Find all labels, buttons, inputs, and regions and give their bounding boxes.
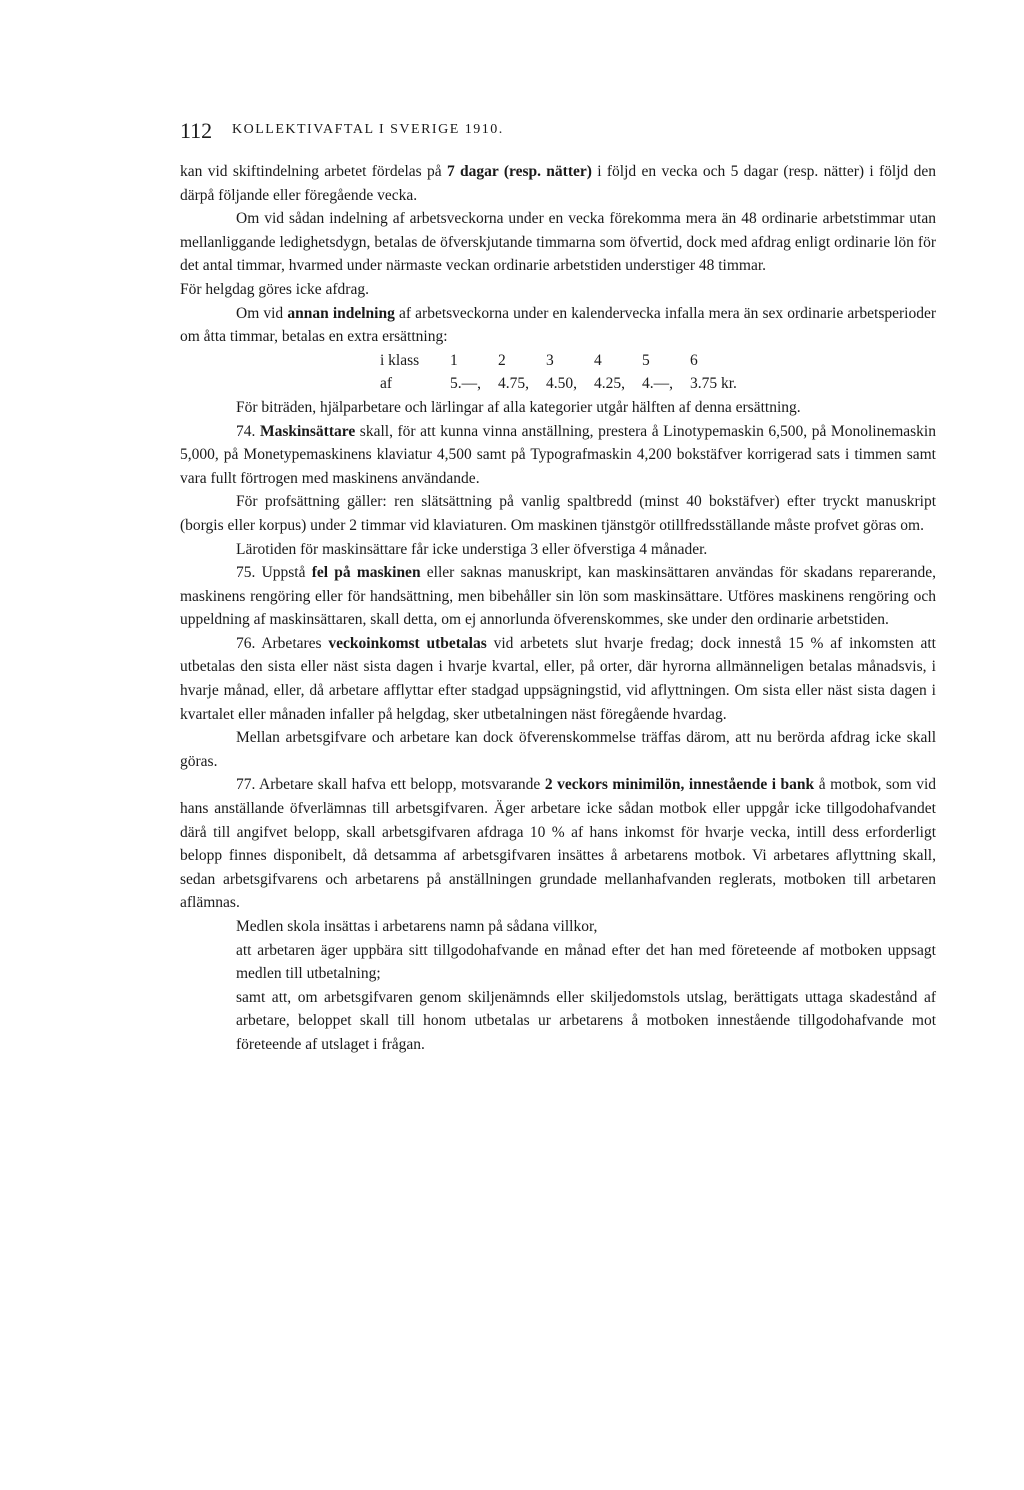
amount: 4.50, (546, 375, 577, 393)
amount-row (180, 372, 936, 396)
text-run: vid arbetets slut hvarje fredag; dock innestå 15 % af inkomsten att utbetalas den sista eller näst sista dagen i hvarje kvartal, eller, på orter, där hyrorna allmänneligen betalas månadsvis, i hvarje månad, eller, då arbetare afflyttar efter stadgad uppsägningstid, vid aflyttningen. Om sista eller näst sista dagen i kvartalet eller månaden infaller på helgdag, sker utbetalningen näst föregående hvardag. (180, 634, 936, 723)
class-number: 5 (642, 351, 650, 369)
amount: 4.—, (642, 375, 673, 393)
text-run: skall, för att kunna vinna anställning, prestera å Linotypemaskin 6,500, på Monolinemaskin 5,000, på Monetypemaskinens klaviatur 4,500 samt på Typografmaskin 4,200 bokstäfver korrigerad sats i timmen samt vara fullt förtrogen med maskinens användande. (180, 422, 936, 487)
paragraph-other-division (180, 302, 936, 349)
paragraph-agreement: Mellan arbetsgifvare och arbetare kan dock öfverenskommelse träffas därom, att nu berörda afdrag icke skall göras. (180, 729, 936, 770)
emphasis: annan indelning (287, 304, 395, 322)
amount: 3.75 kr. (690, 375, 737, 393)
class-number: 6 (690, 351, 698, 369)
text-run: Arbetares (261, 634, 329, 652)
amount: 5.—, (450, 375, 481, 393)
text-run: af arbetsveckorna under en kalendervecka infalla mera än sex ordinarie arbetsperioder om åtta timmar, betalas en extra ersättning: (180, 304, 936, 346)
paragraph-holiday: För helgdag göres icke afdrag. (180, 280, 369, 298)
section-74 (180, 420, 936, 491)
section-number: 75. (236, 564, 256, 582)
emphasis: 2 veckors minimilön, innestående i bank (544, 776, 815, 794)
text-run: i följd en vecka och 5 dagar (resp. nätter) i följd den därpå följande eller föregående vecka. (180, 163, 936, 204)
class-number: 1 (450, 351, 458, 369)
amount-label: af (380, 375, 393, 393)
class-number: 4 (594, 351, 602, 369)
section-number: 77. (236, 776, 256, 794)
amount: 4.75, (498, 375, 529, 393)
emphasis: Maskinsättare (259, 422, 356, 440)
page-body (180, 160, 936, 1057)
class-number: 2 (498, 351, 506, 369)
text-run: kan vid skiftindelning arbetet fördelas på (180, 163, 447, 180)
condition-item: att arbetaren äger uppbära sitt tillgodohafvande en månad efter det han med företeende af motboken uppsagt medlen till utbetalning; (236, 941, 936, 983)
text-run: Arbetare skall hafva ett belopp, motsvarande (259, 776, 545, 794)
emphasis: 7 dagar (resp. nätter) (446, 163, 592, 180)
paragraph-training-period: Lärotiden för maskinsättare får icke understiga 3 eller öfverstiga 4 månader. (236, 540, 708, 558)
paragraph-test-setting: För profsättning gäller: ren slätsättning på vanlig spaltbredd (minst 40 bokstäfver) efter tryckt manuskript (borgis eller korpus) under 2 timmar vid klaviaturen. Om maskinen tjänstgör otillfredsställande måste profvet göras om. (180, 493, 936, 534)
section-number: 76. (236, 634, 256, 652)
section-77 (180, 773, 936, 915)
paragraph-overtime: Om vid sådan indelning af arbetsveckorna under en vecka förekomma mera än 48 ordinarie arbetstimmar utan mellanliggande ledighetsdygn, betalas de öfverskjutande timmarna som öfvertid, dock med afdrag enligt ordinarie lön för det antal timmar, hvarmed under närmaste veckan ordinarie arbetstiden understiger 48 timmar. (180, 210, 936, 275)
text-run: eller saknas manuskript, kan maskinsättaren användas för skadans reparerande, maskinens rengöring eller för handsättning, men bibehåller sin lön som maskinsättare. Utföres maskinens rengöring och uppeldning af maskinsättaren, skall detta, om ej annorlunda öfverenskommes, ske under den ordinarie arbetstiden. (180, 564, 936, 629)
section-76 (180, 632, 936, 726)
paragraph-shift-division (180, 160, 936, 207)
paragraph-conditions: Medlen skola insättas i arbetarens namn på sådana villkor, (236, 918, 598, 935)
section-75 (180, 561, 936, 632)
page-header (180, 118, 936, 148)
text-run: Uppstå (261, 564, 312, 582)
class-label: i klass (380, 351, 420, 369)
text-run: Om vid (236, 304, 288, 322)
emphasis: veckoinkomst utbetalas (328, 634, 487, 652)
condition-item: samt att, om arbetsgifvaren genom skiljenämnds eller skiljedomstols utslag, berättigats uttaga skadestånd af arbetare, beloppet skall till honom utbetalas ur arbetarens å motboken innestående tillgodohafvande mot företeende af utslaget i frågan. (236, 988, 936, 1053)
text-run: å motbok, som vid hans anställande öfverlämnas till arbetsgifvaren. Äger arbetare icke sådan motbok eller uppgår icke tillgodohafvandet därå till angifvet belopp, skall arbetsgifvaren afdraga 10 % af hans inkomst för hvarje vecka, intill dess erforderligt belopp finnes disponibelt, då detsamma af arbetsgifvaren insättes å arbetarens motbok. Vi arbetares aflyttning skall, sedan arbetsgifvarens och arbetarens på anställningen grundade mellanhafvanden reglerats, motboken till arbetaren aflämnas. (180, 776, 937, 912)
section-number: 74. (236, 422, 256, 440)
running-title: KOLLEKTIVAFTAL I SVERIGE 1910. (232, 122, 504, 137)
page-number: 112 (180, 118, 213, 143)
amount: 4.25, (594, 375, 625, 393)
class-row (180, 349, 936, 373)
compensation-table (180, 349, 936, 396)
class-number: 3 (546, 351, 554, 369)
emphasis: fel på maskinen (311, 564, 421, 582)
paragraph-assistants: För biträden, hjälparbetare och lärlingar af alla kategorier utgår hälften af denna ersättning. (236, 398, 801, 416)
